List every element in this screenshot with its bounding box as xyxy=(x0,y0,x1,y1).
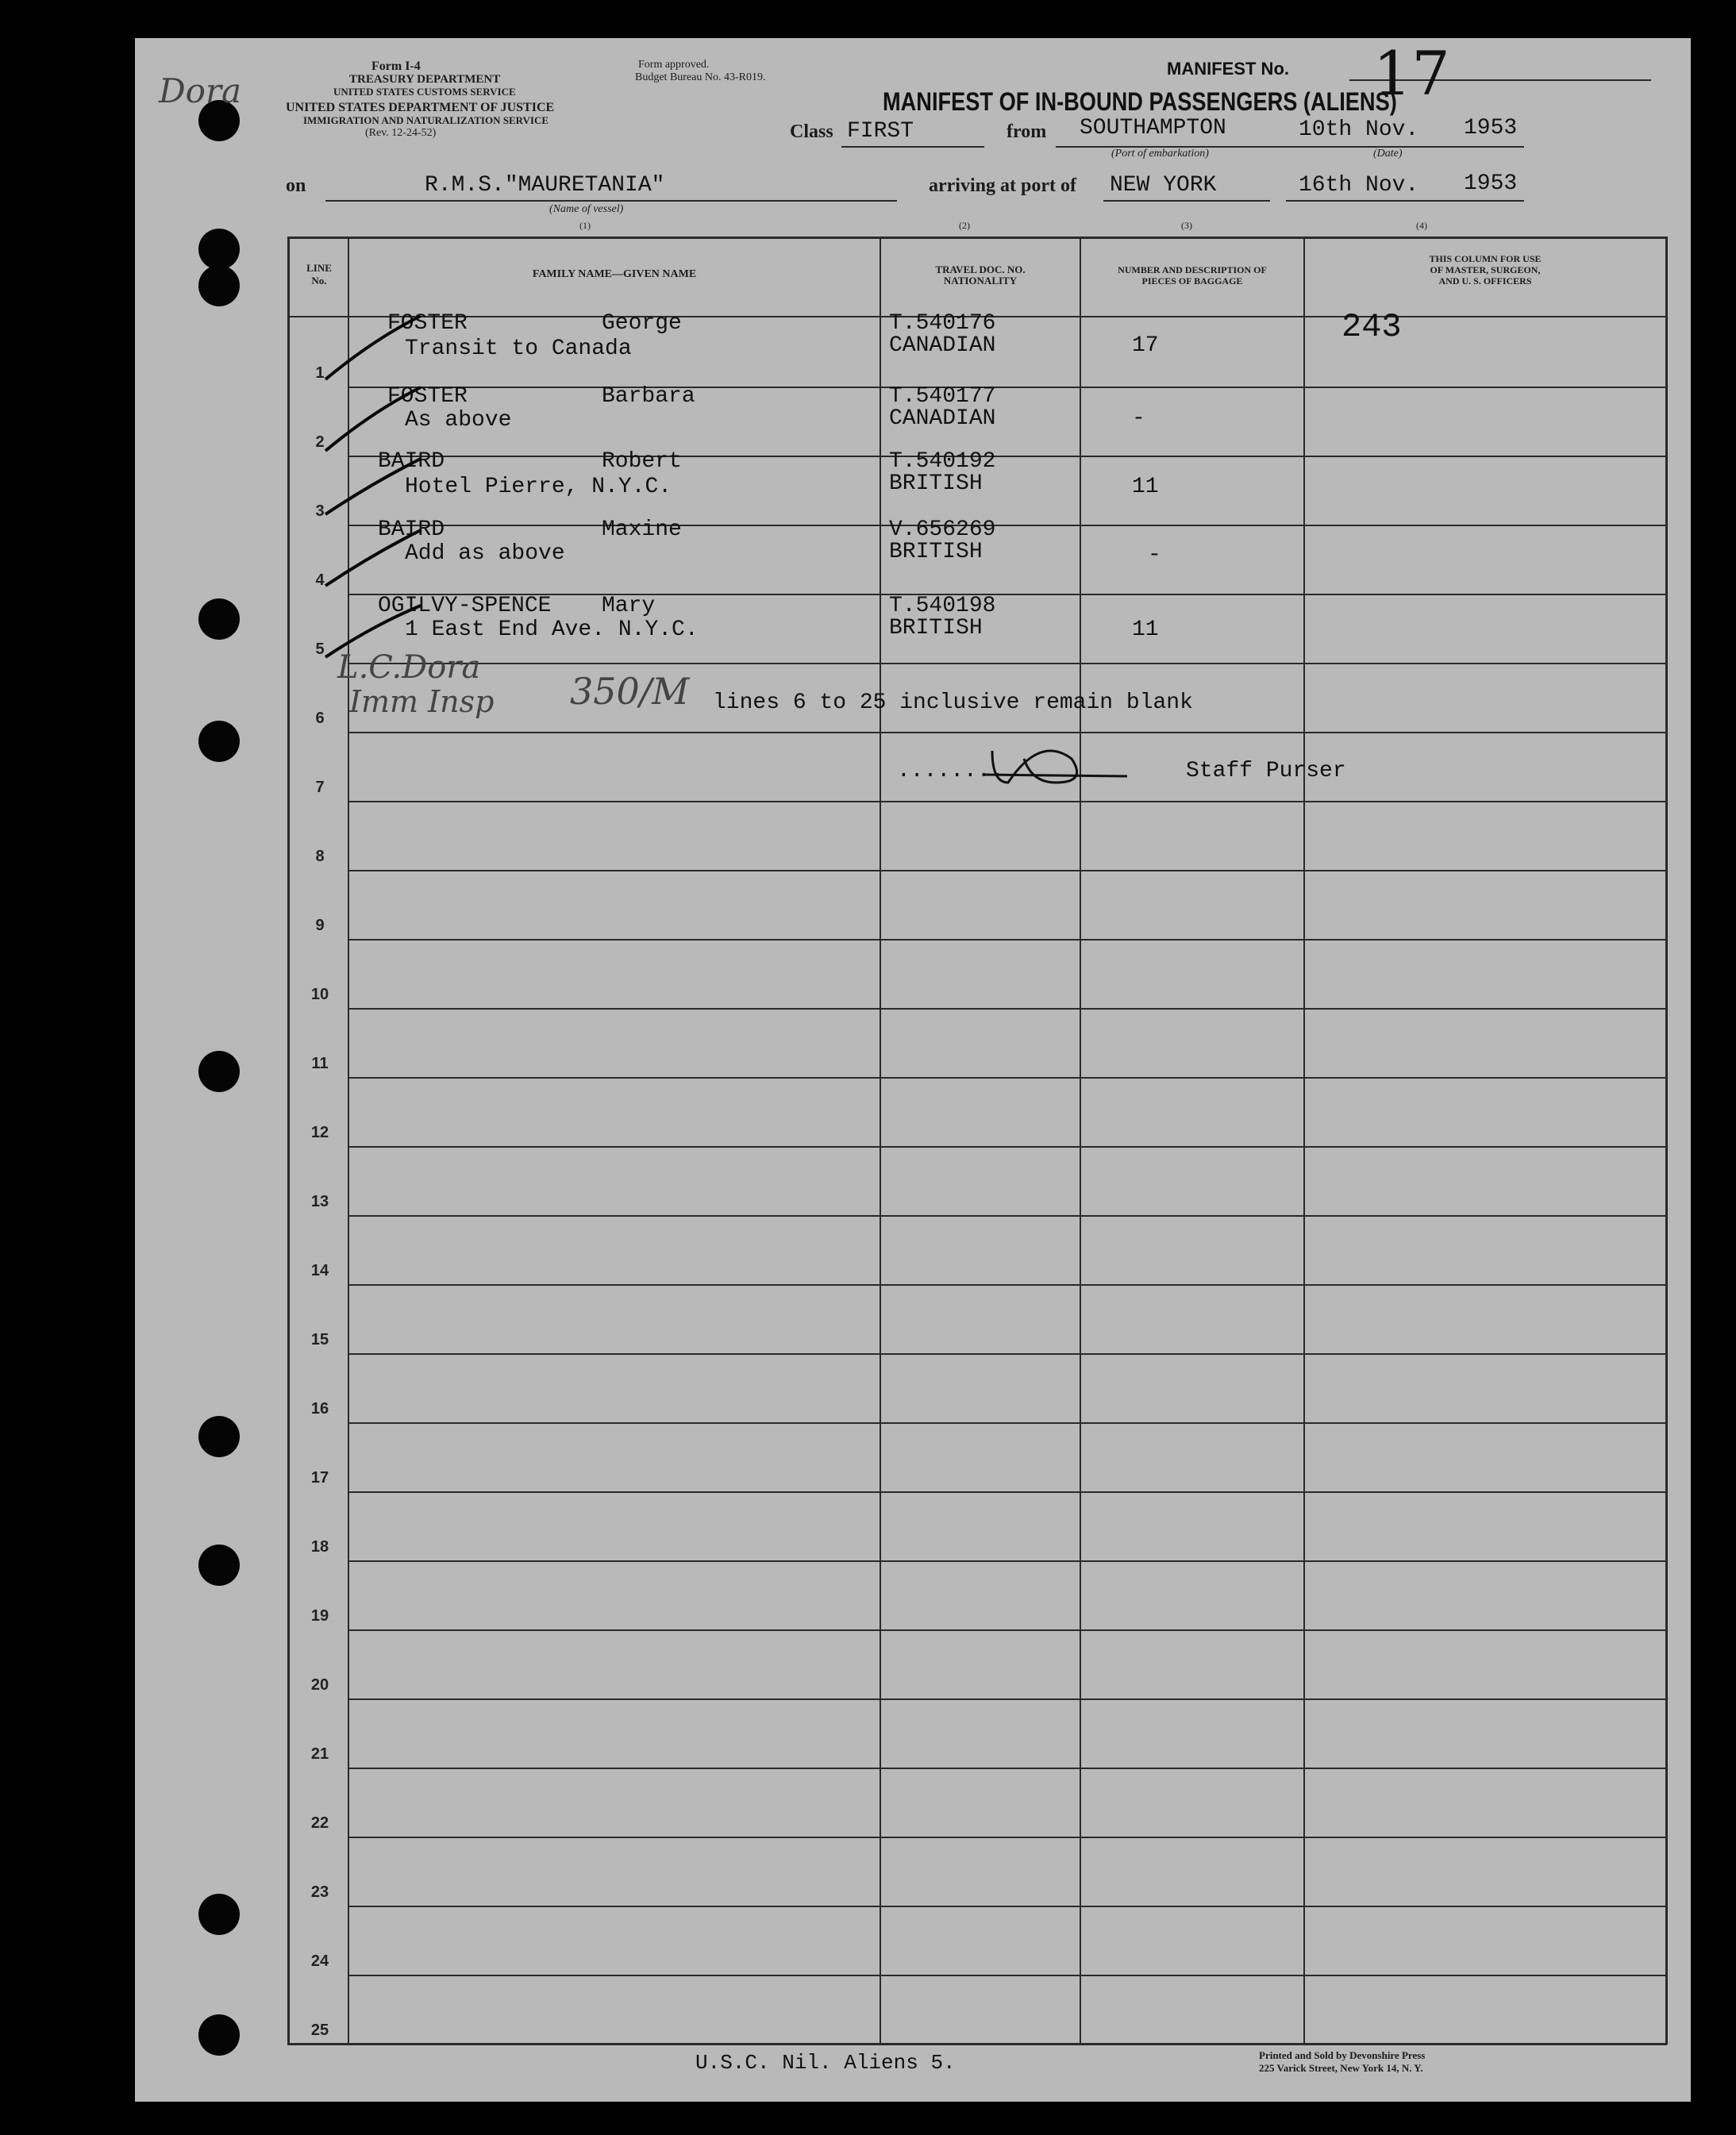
budget-bureau: Budget Bureau No. 43-R019. xyxy=(635,71,766,83)
family-name: BAIRD xyxy=(378,449,445,474)
line-number: 9 xyxy=(315,917,325,934)
given-name: Barbara xyxy=(602,384,695,409)
printer-line-1: Printed and Sold by Devonshire Press xyxy=(1259,2049,1426,2061)
cancellation-marks xyxy=(135,38,1691,752)
header-nationality: NATIONALITY xyxy=(943,275,1018,287)
line-number: 17 xyxy=(310,1469,329,1487)
line-number: 20 xyxy=(310,1676,329,1694)
row-separator xyxy=(349,801,1667,802)
header-name: FAMILY NAME—GIVEN NAME xyxy=(532,268,697,280)
class-value: FIRST xyxy=(847,119,914,144)
passenger-note: As above xyxy=(405,408,512,433)
departure-year: 1953 xyxy=(1464,116,1518,140)
row-separator xyxy=(349,1975,1667,1976)
row-separator xyxy=(349,1284,1667,1286)
on-label: on xyxy=(286,175,306,196)
inspector-signature: L.C.Dora xyxy=(337,649,481,686)
baggage-count: 11 xyxy=(1132,617,1159,642)
nationality: BRITISH xyxy=(889,540,983,564)
travel-doc-no: T.540176 xyxy=(889,311,996,336)
row-separator xyxy=(349,1491,1667,1493)
punch-hole xyxy=(198,1051,240,1092)
printer-line-2: 225 Varick Street, New York 14, N. Y. xyxy=(1259,2062,1423,2074)
line-number: 8 xyxy=(315,848,325,865)
punch-hole xyxy=(198,1894,240,1935)
travel-doc-no: T.540192 xyxy=(889,449,996,474)
line-number: 18 xyxy=(310,1538,329,1556)
line-number: 15 xyxy=(310,1331,329,1348)
baggage-count: 11 xyxy=(1132,475,1159,499)
purser-signature xyxy=(976,727,1135,791)
given-name: Robert xyxy=(602,449,682,474)
given-name: Mary xyxy=(602,594,656,618)
line-number: 5 xyxy=(315,640,325,658)
header-line: LINE xyxy=(306,262,332,274)
nationality: BRITISH xyxy=(889,471,983,496)
given-name: George xyxy=(602,311,682,336)
travel-doc-no: T.540198 xyxy=(889,594,996,618)
vessel-caption: (Name of vessel) xyxy=(549,203,624,215)
row-separator xyxy=(349,1768,1667,1769)
row-separator xyxy=(349,1422,1667,1424)
passenger-note: Add as above xyxy=(405,541,565,566)
line-number: 16 xyxy=(310,1400,329,1418)
staff-purser-label: Staff Purser xyxy=(1186,759,1346,783)
line-number: 23 xyxy=(310,1883,329,1901)
line-number: 7 xyxy=(315,779,325,796)
col4-number: (4) xyxy=(1416,220,1427,231)
manifest-number-value: 17 xyxy=(1373,38,1450,109)
line-number: 12 xyxy=(310,1124,329,1141)
family-name: FOSTER xyxy=(387,384,468,409)
family-name: BAIRD xyxy=(378,517,445,542)
class-label: Class xyxy=(790,121,833,142)
given-name: Maxine xyxy=(602,517,682,542)
line-number: 24 xyxy=(310,1952,329,1970)
punch-hole xyxy=(198,1545,240,1586)
baggage-count: - xyxy=(1148,543,1161,567)
header-officers-2: OF MASTER, SURGEON, xyxy=(1430,264,1541,275)
travel-doc-no: V.656269 xyxy=(889,517,996,542)
baggage-count: - xyxy=(1132,406,1145,431)
arriving-label: arriving at port of xyxy=(929,175,1076,196)
header-baggage-2: PIECES OF BAGGAGE xyxy=(1141,275,1243,287)
embarkation-port: SOUTHAMPTON xyxy=(1080,116,1226,140)
table-bottom-rule xyxy=(287,2043,1667,2045)
remain-blank-note: lines 6 to 25 inclusive remain blank xyxy=(713,691,1193,715)
customs-service: UNITED STATES CUSTOMS SERVICE xyxy=(333,86,516,98)
row-separator xyxy=(349,1560,1667,1562)
nationality: CANADIAN xyxy=(889,333,996,358)
form-approved: Form approved. xyxy=(638,59,710,71)
treasury-dept: TREASURY DEPARTMENT xyxy=(349,73,501,86)
col2-number: (2) xyxy=(959,220,970,231)
row-separator xyxy=(349,870,1667,871)
row-separator xyxy=(349,1837,1667,1838)
row-separator xyxy=(349,1629,1667,1631)
header-baggage-1: NUMBER AND DESCRIPTION OF xyxy=(1118,264,1267,275)
row-separator xyxy=(349,1906,1667,1907)
row-separator xyxy=(349,1146,1667,1148)
embarkation-caption: (Port of embarkation) xyxy=(1111,148,1209,160)
vessel-column-number: (1) xyxy=(579,220,591,231)
header-travel-doc: TRAVEL DOC. NO. xyxy=(935,264,1026,275)
nationality: BRITISH xyxy=(889,616,983,640)
row-separator xyxy=(349,1215,1667,1217)
col3-number: (3) xyxy=(1181,220,1192,231)
departure-date: 10th Nov. xyxy=(1299,117,1419,142)
travel-doc-no: T.540177 xyxy=(889,384,996,409)
manifest-number-label: MANIFEST No. xyxy=(1167,59,1289,79)
row-separator xyxy=(349,1008,1667,1010)
line-number: 14 xyxy=(310,1262,329,1279)
date-caption: (Date) xyxy=(1373,148,1403,160)
purser-dots: ........ xyxy=(897,759,1004,783)
line-number: 6 xyxy=(315,710,325,727)
line-number: 1 xyxy=(315,364,325,382)
revision-date: (Rev. 12-24-52) xyxy=(365,127,437,139)
family-name: OGILVY-SPENCE xyxy=(378,594,552,618)
line-number: 19 xyxy=(310,1607,329,1625)
vessel-name: R.M.S."MAURETANIA" xyxy=(425,173,665,198)
line-number: 3 xyxy=(315,502,325,520)
nationality: CANADIAN xyxy=(889,406,996,431)
arrival-date: 16th Nov. xyxy=(1299,173,1419,198)
header-officers-1: THIS COLUMN FOR USE xyxy=(1429,253,1542,264)
line-number: 21 xyxy=(310,1745,329,1763)
punch-hole xyxy=(198,2014,240,2056)
line-number: 10 xyxy=(310,986,329,1003)
row-separator xyxy=(349,939,1667,941)
footer-summary: U.S.C. Nil. Aliens 5. xyxy=(695,2051,956,2075)
line-number: 2 xyxy=(315,433,325,451)
from-label: from xyxy=(1007,121,1047,142)
inspector-fraction: 350/M xyxy=(570,670,690,713)
officer-note: 243 xyxy=(1341,308,1402,346)
family-name: FOSTER xyxy=(387,311,468,336)
row-separator xyxy=(349,1353,1667,1355)
form-number: Form I-4 xyxy=(371,60,421,73)
manifest-page xyxy=(135,38,1691,2102)
line-number: 11 xyxy=(311,1055,329,1072)
department-justice: UNITED STATES DEPARTMENT OF JUSTICE xyxy=(286,101,555,114)
arrival-year: 1953 xyxy=(1464,171,1518,196)
row-separator xyxy=(349,1698,1667,1700)
passenger-note: 1 East End Ave. N.Y.C. xyxy=(405,617,699,642)
ins-service: IMMIGRATION AND NATURALIZATION SERVICE xyxy=(303,114,549,126)
line-number: 25 xyxy=(310,2022,329,2039)
header-officers-3: AND U. S. OFFICERS xyxy=(1438,275,1532,287)
header-no: No. xyxy=(311,275,327,287)
inspector-title: Imm Insp xyxy=(349,684,495,719)
form-title: MANIFEST OF IN-BOUND PASSENGERS (ALIENS) xyxy=(883,87,1397,116)
baggage-count: 17 xyxy=(1132,333,1159,358)
row-separator xyxy=(349,1077,1667,1079)
line-number: 4 xyxy=(315,571,325,589)
arrival-port: NEW YORK xyxy=(1110,173,1217,198)
line-number: 22 xyxy=(310,1814,329,1832)
punch-hole xyxy=(198,1416,240,1457)
passenger-note: Transit to Canada xyxy=(405,337,632,361)
line-number: 13 xyxy=(310,1193,329,1210)
margin-handwriting: Dora xyxy=(159,71,242,110)
passenger-note: Hotel Pierre, N.Y.C. xyxy=(405,475,672,499)
